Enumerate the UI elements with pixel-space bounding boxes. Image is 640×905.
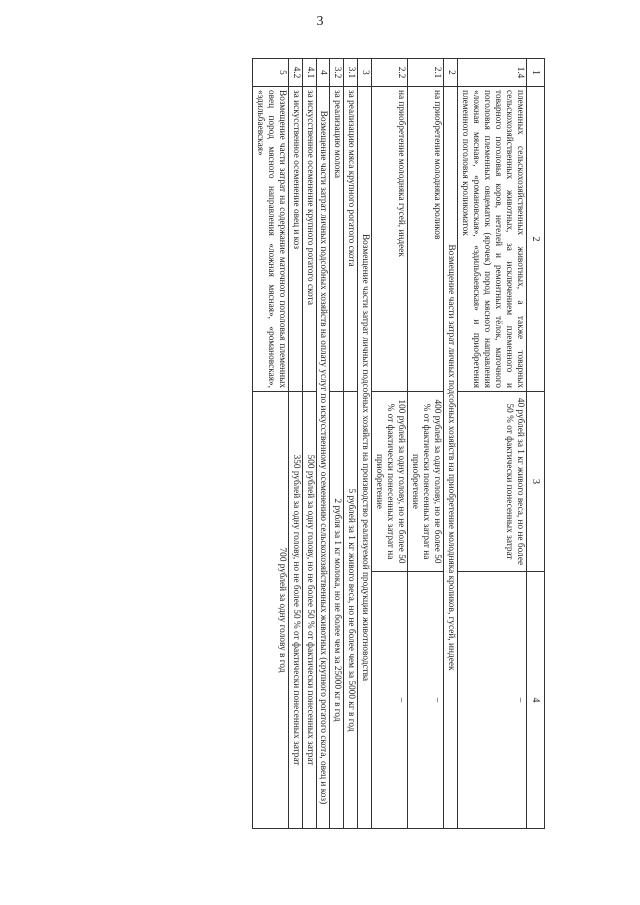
header-cell: 3 (527, 392, 545, 572)
row-limit: – (408, 572, 444, 829)
row-rate: 2 рубля за 1 кг молока, но не более чем за 25000 кг в год (330, 392, 344, 829)
section-row (316, 59, 330, 829)
row-description: племенных сельскохозяйственных животных, а также товарных сельскохозяйственных животных, за исключением племенного и товарного поголовья коров, нетелей и ремонтных тёлок, маточного поголовья племенных овцематок (ярочек) пород мясного направления «ложная мясная», «романовская», «эдильбаевская» и приобретения племенного поголовья кроликоматок (458, 87, 527, 392)
section-title: Возмещение части затрат личных подсобных хозяйств на производство реализуемой продукции животноводства (358, 87, 372, 829)
table-row (252, 59, 288, 829)
row-rate: 500 рублей за одну голову, но не более 50 % от фактически понесенных затрат (302, 392, 316, 829)
row-description: Возмещение части затрат на содержание маточного поголовья племенных овец пород мясного направления «ложная мясная», «романовская», «эдильбаевская» (252, 87, 288, 392)
row-number: 3.1 (344, 59, 358, 87)
row-rate: 350 рублей за одну голову, но не более 50 % от фактически понесенных затрат (288, 392, 302, 829)
row-description: на приобретение молодняка кроликов (408, 87, 444, 392)
row-rate: 400 рублей за одну голову, но не более 50 % от фактически понесенных затрат на приобретение (408, 392, 444, 572)
row-number: 5 (252, 59, 288, 87)
row-description: за реализацию молока (330, 87, 344, 392)
row-rate: 100 рублей за одну голову, но не более 50 % от фактически понесенных затрат на приобретение (372, 392, 408, 572)
row-description: за искусственное осеменение овец и коз (288, 87, 302, 392)
row-number: 3.2 (330, 59, 344, 87)
rotated-table-container (83, 58, 545, 828)
row-limit: – (372, 572, 408, 829)
row-rate: 40 рублей за 1 кг живого веса, но не более 50 % от фактически понесенных затрат (458, 392, 527, 572)
row-rate: 700 рублей за одну голову в год (252, 392, 288, 829)
table-row (302, 59, 316, 829)
header-row (527, 59, 545, 829)
table-row (344, 59, 358, 829)
row-limit: – (458, 572, 527, 829)
row-number: 4 (316, 59, 330, 87)
table-row (458, 59, 527, 829)
row-description: за реализацию мяса крупного рогатого скота (344, 87, 358, 392)
section-row (444, 59, 458, 829)
row-number: 2 (444, 59, 458, 87)
row-description: на приобретение молодняка гусей, индеек (372, 87, 408, 392)
section-title: Возмещение части затрат личных подсобных хозяйств на оплату услуг по искусственному осеменению сельскохозяйственных животных (крупного рогатого скота, овец и коз) (316, 87, 330, 829)
row-number: 2.2 (372, 59, 408, 87)
row-number: 4.1 (302, 59, 316, 87)
table-row (330, 59, 344, 829)
row-number: 2.1 (408, 59, 444, 87)
subsidy-table (252, 58, 545, 829)
row-description: за искусственное осеменение крупного рогатого скота (302, 87, 316, 392)
header-cell: 2 (527, 87, 545, 392)
page-number: 3 (316, 14, 324, 29)
table-row (408, 59, 444, 829)
row-rate: 5 рублей за 1 кг живого веса, но не более чем за 5000 кг в год (344, 392, 358, 829)
table-row (288, 59, 302, 829)
section-row (358, 59, 372, 829)
row-number: 4.2 (288, 59, 302, 87)
row-number: 1.4 (458, 59, 527, 87)
header-cell: 4 (527, 572, 545, 829)
table-row (372, 59, 408, 829)
header-cell: 1 (527, 59, 545, 87)
section-title: Возмещение части затрат личных подсобных хозяйств на приобретение молодняка кроликов, гусей, индеек (444, 87, 458, 829)
row-number: 3 (358, 59, 372, 87)
